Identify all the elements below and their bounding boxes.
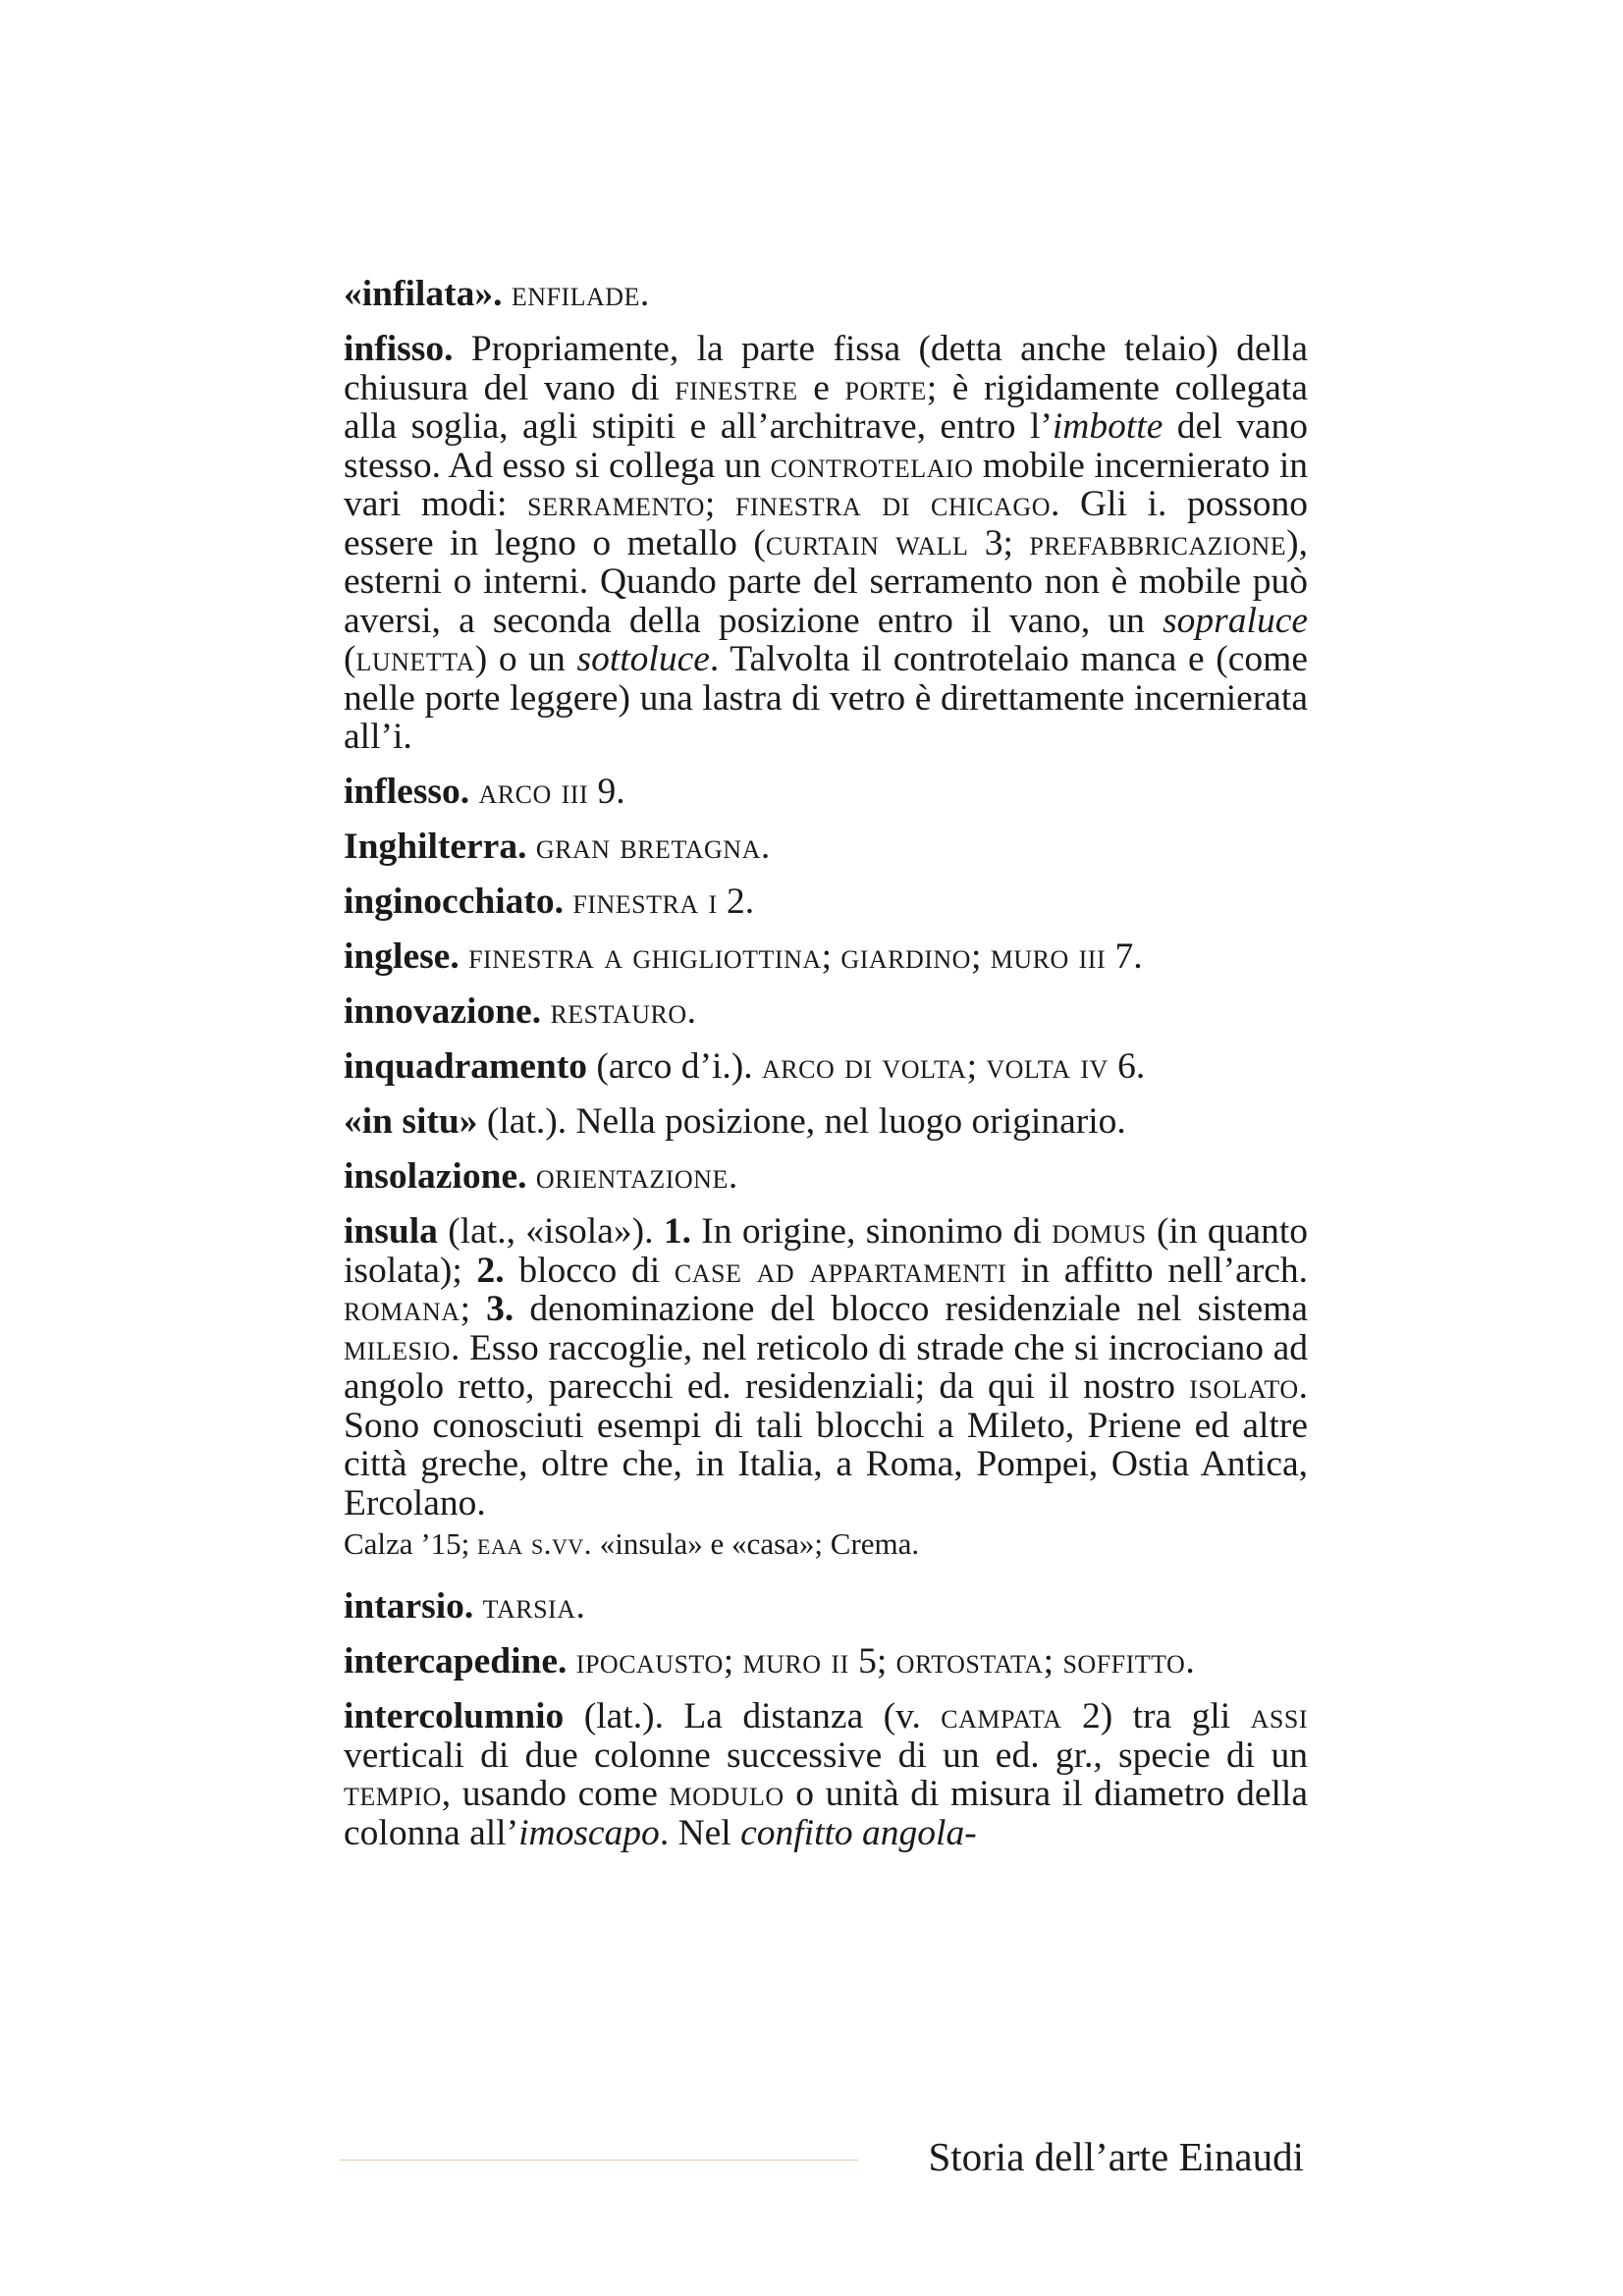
entry-term: insula (344, 1211, 438, 1252)
italic-term: imbotte (1052, 406, 1163, 447)
cross-reference: curtain wall (765, 522, 969, 563)
entry-inflesso: inflesso. arco iii 9. (344, 772, 625, 812)
cross-reference: assi (1250, 1696, 1308, 1736)
cross-reference: romana (344, 1289, 460, 1329)
cross-reference: lunetta (355, 639, 475, 679)
cross-reference: finestra i (572, 881, 718, 922)
italic-term: sopraluce (1163, 600, 1308, 641)
cross-reference: domus (1052, 1211, 1147, 1252)
page-footer (340, 2132, 1304, 2181)
entry-intercapedine: intercapedine. ipocausto; muro ii 5; ortostata; soffitto. (344, 1641, 1195, 1682)
sense-number: 1. (663, 1211, 691, 1252)
cross-reference: muro iii (990, 936, 1107, 977)
italic-term: sottoluce (576, 639, 710, 679)
cross-reference: case ad appartamenti (674, 1250, 1007, 1291)
entry-insolazione (344, 1157, 1308, 1197)
bibliography: Calza ’15; eaa s.vv. «insula» e «casa»; Crema. (344, 1526, 920, 1561)
entry-inquadramento: inquadramento (arco d’i.). arco di volta; volta iv 6. (344, 1046, 1146, 1087)
cross-reference: controtelaio (770, 445, 974, 486)
cross-reference: volta iv (986, 1046, 1109, 1087)
entry-term: inglese. (344, 936, 460, 977)
cross-reference: finestre (675, 367, 798, 408)
cross-reference: arco di volta (762, 1046, 967, 1087)
entry-term: «in situ» (344, 1101, 478, 1142)
entry-infilata (344, 275, 1308, 314)
italic-term: imoscapo (518, 1812, 660, 1853)
cross-reference: ipocausto (575, 1641, 724, 1682)
cross-reference: milesio (344, 1327, 451, 1368)
entry-term: infisso. (344, 329, 454, 369)
entry-infisso: infisso. Propriamente, la parte fissa (detta anche telaio) della chiusura del vano di finestre e porte; è rigidamente collegata alla soglia, agli stipiti e all’architrave, entro l’imbotte del vano stesso. Ad esso si collega un controtelaio mobile incernierato in vari modi: serramento; finestra di chicago. Gli i. possono essere in legno o metallo (curtain wall 3; prefabbricazione), esterni o interni. Quando parte del serramento non è mobile può aversi, a seconda della posizione entro il vano, un sopraluce (lunetta) o un sottoluce. Talvolta il controtelaio manca e (come nelle porte leggere) una lastra di vetro è direttamente incernierata all’i. (344, 329, 1309, 757)
dictionary-page (344, 275, 1308, 1869)
publication-title: Storia dell’arte Einaudi (928, 2134, 1304, 2179)
cross-reference: muro ii (742, 1641, 849, 1682)
cross-reference: arco iii (478, 772, 589, 812)
cross-reference: soffitto (1062, 1641, 1186, 1682)
cross-reference: porte (844, 367, 927, 408)
entry-term: innovazione. (344, 991, 542, 1032)
entry-term: intercolumnio (344, 1696, 565, 1736)
cross-reference: gran bretagna. (535, 827, 771, 867)
cross-reference: enfilade. (511, 274, 650, 314)
entry-intarsio (344, 1587, 1308, 1627)
entry-term: Inghilterra. (344, 827, 527, 867)
entry-insula: insula (lat., «isola»). 1. In origine, sinonimo di domus (in quanto isolata); 2. blocco di case ad appartamenti in affitto nell’arch. romana; 3. denominazione del blocco residenziale nel sistema milesio. Esso raccoglie, nel reticolo di strade che si incrociano ad angolo retto, parecchi ed. residenziali; da qui il nostro isolato. Sono conosciuti esempi di tali blocchi a Mileto, Priene ed altre città greche, oltre che, in Italia, a Roma, Pompei, Ostia Antica, Ercolano. (344, 1211, 1308, 1523)
entry-term: intercapedine. (344, 1641, 568, 1682)
entry-term: intarsio. (344, 1586, 474, 1627)
sense-number: 2. (476, 1250, 505, 1291)
entry-intercolumnio: intercolumnio (lat.). La distanza (v. campata 2) tra gli assi verticali di due colonne successive di un ed. gr., specie di un tempio, usando come modulo o unità di misura il diametro della colonna all’imoscapo. Nel confitto angola- (344, 1696, 1308, 1853)
cross-reference: finestra a ghigliottina (468, 936, 822, 977)
entry-term: inflesso. (344, 772, 470, 812)
entry-term: inginocchiato. (344, 881, 564, 922)
cross-reference: prefabbricazione (1029, 522, 1287, 563)
entry-in-situ: «in situ» (lat.). Nella posizione, nel luogo originario. (344, 1101, 1126, 1142)
cross-reference: modulo (669, 1774, 784, 1814)
footer-rule (340, 2160, 858, 2161)
entry-term: inquadramento (344, 1046, 587, 1087)
sense-number: 3. (486, 1289, 514, 1329)
entry-term: «infilata». (344, 274, 503, 314)
entry-inginocchiato: inginocchiato. finestra i 2. (344, 881, 755, 922)
entry-term: insolazione. (344, 1156, 527, 1197)
cross-reference: restauro. (550, 991, 697, 1032)
cross-reference: ortostata (895, 1641, 1044, 1682)
cross-reference: campata (941, 1696, 1062, 1736)
entry-inglese: inglese. finestra a ghigliottina; giardino; muro iii 7. (344, 936, 1143, 977)
cross-reference: tarsia. (482, 1586, 586, 1627)
cross-reference: serramento (527, 484, 705, 524)
cross-reference: tempio (344, 1774, 442, 1814)
cross-reference: giardino (840, 936, 971, 977)
cross-reference: finestra di chicago (735, 484, 1051, 524)
entry-innovazione (344, 992, 1308, 1032)
cross-reference: orientazione. (535, 1156, 738, 1197)
cross-reference: isolato (1189, 1366, 1299, 1407)
cross-reference: eaa s.vv. (477, 1526, 592, 1561)
entry-inghilterra (344, 828, 1308, 867)
italic-term: confitto angola- (740, 1812, 977, 1853)
